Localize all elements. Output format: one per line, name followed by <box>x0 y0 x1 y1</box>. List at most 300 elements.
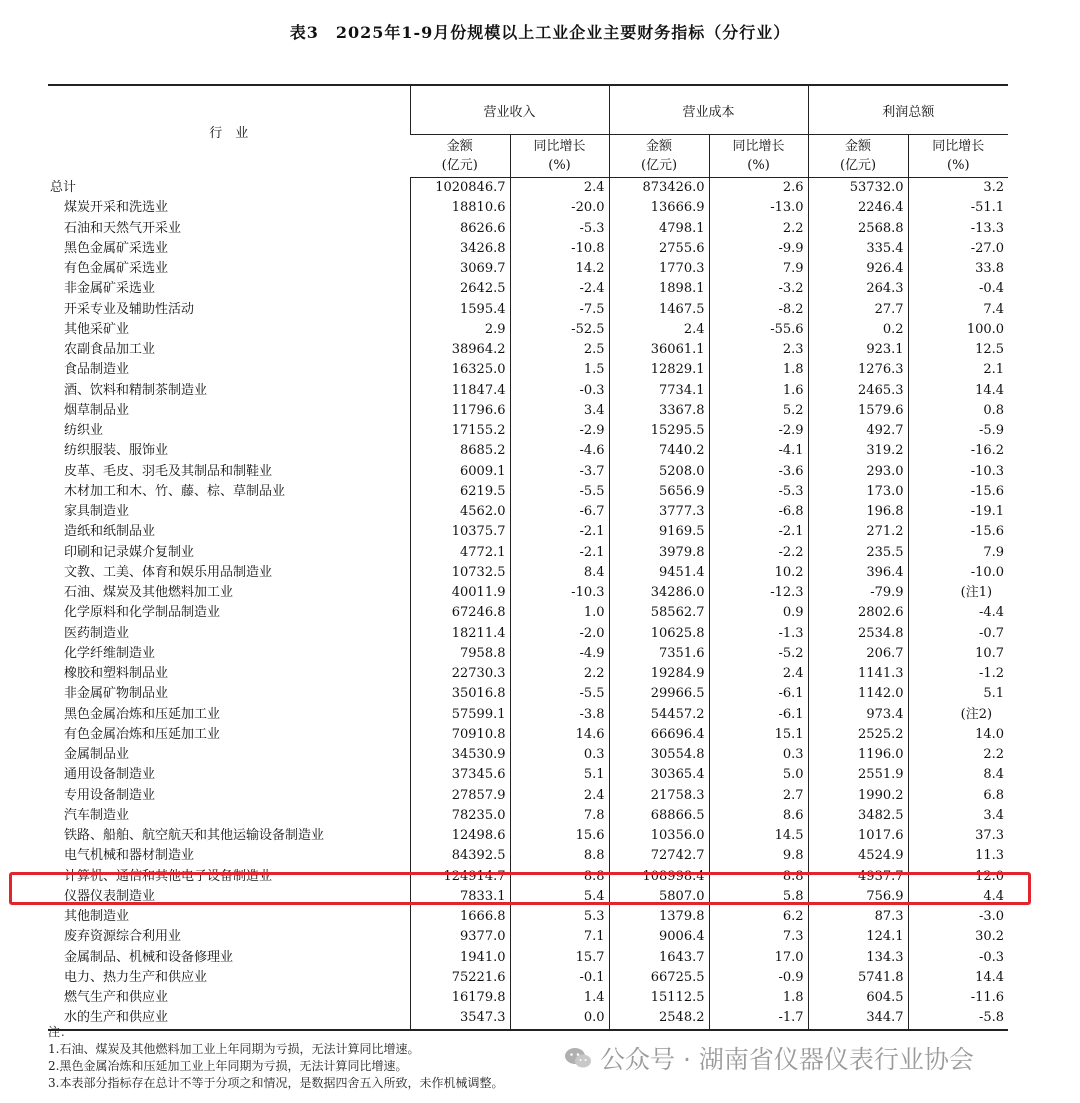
revenue-growth: 1.4 <box>510 988 609 1008</box>
industry-name: 酒、饮料和精制茶制造业 <box>64 382 208 398</box>
page-title: 表3 2025年1-9月份规模以上工业企业主要财务指标（分行业） <box>289 23 791 42</box>
cost-growth: -8.2 <box>709 300 808 320</box>
revenue-amount: 27857.9 <box>410 786 510 806</box>
cost-amount: 7440.2 <box>609 441 709 461</box>
cost-amount: 2548.2 <box>609 1008 709 1029</box>
header-profit: 利润总额 <box>808 85 1008 135</box>
profit-growth: 5.1 <box>908 684 1008 704</box>
industry-name: 烟草制品业 <box>64 402 130 418</box>
cost-amount: 1643.7 <box>609 948 709 968</box>
cost-amount: 1467.5 <box>609 300 709 320</box>
table-row <box>48 846 1008 866</box>
cost-growth: 17.0 <box>709 948 808 968</box>
revenue-growth: -3.7 <box>510 462 609 482</box>
revenue-growth: 5.1 <box>510 765 609 785</box>
cost-amount: 36061.1 <box>609 340 709 360</box>
profit-amount: 973.4 <box>808 705 908 725</box>
revenue-growth: 0.3 <box>510 745 609 765</box>
header-growth: 同比增长 (%) <box>510 135 609 178</box>
industry-name: 化学原料和化学制品制造业 <box>64 605 221 621</box>
profit-amount: 2802.6 <box>808 603 908 623</box>
cost-amount: 1770.3 <box>609 259 709 279</box>
profit-amount: 173.0 <box>808 482 908 502</box>
table-row <box>48 786 1008 806</box>
revenue-amount: 84392.5 <box>410 846 510 866</box>
table-row <box>48 340 1008 360</box>
table-row <box>48 948 1008 968</box>
cost-amount: 30365.4 <box>609 765 709 785</box>
table-row <box>48 826 1008 846</box>
cost-amount: 3979.8 <box>609 543 709 563</box>
industry-name: 其他采矿业 <box>64 321 130 337</box>
table-row <box>48 300 1008 320</box>
industry-name: 总计 <box>50 179 77 195</box>
industry-name: 石油、煤炭及其他燃料加工业 <box>64 585 234 601</box>
revenue-amount: 67246.8 <box>410 603 510 623</box>
table-row <box>48 421 1008 441</box>
industry-name: 其他制造业 <box>64 909 130 925</box>
cost-growth: 14.5 <box>709 826 808 846</box>
revenue-growth: -2.4 <box>510 279 609 299</box>
cost-amount: 2.4 <box>609 320 709 340</box>
profit-growth: -5.8 <box>908 1008 1008 1029</box>
cost-growth: 5.2 <box>709 401 808 421</box>
revenue-amount: 18810.6 <box>410 198 510 218</box>
profit-amount: 0.2 <box>808 320 908 340</box>
profit-growth: 2.1 <box>908 360 1008 380</box>
cost-growth: 15.1 <box>709 725 808 745</box>
profit-amount: 492.7 <box>808 421 908 441</box>
cost-amount: 13666.9 <box>609 198 709 218</box>
revenue-growth: -5.5 <box>510 482 609 502</box>
header-amount: 金额 (亿元) <box>808 135 908 178</box>
profit-amount: 2534.8 <box>808 624 908 644</box>
cost-amount: 10356.0 <box>609 826 709 846</box>
profit-amount: 27.7 <box>808 300 908 320</box>
profit-growth: 2.2 <box>908 745 1008 765</box>
footnotes <box>48 1024 503 1092</box>
cost-amount: 21758.3 <box>609 786 709 806</box>
profit-amount: 271.2 <box>808 522 908 542</box>
table-row <box>48 381 1008 401</box>
profit-amount: 2525.2 <box>808 725 908 745</box>
cost-growth: -6.1 <box>709 684 808 704</box>
header-amount: 金额 (亿元) <box>609 135 709 178</box>
table-row <box>48 543 1008 563</box>
revenue-amount: 11847.4 <box>410 381 510 401</box>
profit-growth: -11.6 <box>908 988 1008 1008</box>
profit-growth: (注2) <box>908 705 1008 725</box>
revenue-amount: 6009.1 <box>410 462 510 482</box>
revenue-amount: 75221.6 <box>410 968 510 988</box>
revenue-growth: -2.1 <box>510 522 609 542</box>
profit-amount: 2246.4 <box>808 198 908 218</box>
revenue-amount: 1020846.7 <box>410 178 510 199</box>
revenue-growth: 2.4 <box>510 786 609 806</box>
cost-growth: -9.9 <box>709 239 808 259</box>
header-amount: 金额 (亿元) <box>410 135 510 178</box>
revenue-amount: 3426.8 <box>410 239 510 259</box>
profit-amount: 344.7 <box>808 1008 908 1029</box>
cost-growth: 2.2 <box>709 219 808 239</box>
profit-growth: -15.6 <box>908 522 1008 542</box>
revenue-growth: -4.6 <box>510 441 609 461</box>
industry-name: 皮革、毛皮、羽毛及其制品和制鞋业 <box>64 463 273 479</box>
cost-amount: 15295.5 <box>609 421 709 441</box>
profit-growth: 14.4 <box>908 381 1008 401</box>
table-row <box>48 603 1008 623</box>
revenue-amount: 37345.6 <box>410 765 510 785</box>
industry-name: 黑色金属矿采选业 <box>64 240 169 256</box>
table-row <box>48 360 1008 380</box>
revenue-growth: -5.3 <box>510 219 609 239</box>
industry-name: 有色金属冶炼和压延加工业 <box>64 726 221 742</box>
industry-name: 农副食品加工业 <box>64 342 156 358</box>
revenue-growth: 2.4 <box>510 178 609 199</box>
revenue-amount: 2.9 <box>410 320 510 340</box>
cost-growth: 9.8 <box>709 846 808 866</box>
footnote-heading: 注： <box>48 1025 73 1039</box>
cost-amount: 12829.1 <box>609 360 709 380</box>
cost-amount: 7351.6 <box>609 644 709 664</box>
industry-name: 非金属矿采选业 <box>64 281 156 297</box>
cost-growth: 5.0 <box>709 765 808 785</box>
table-row <box>48 583 1008 603</box>
revenue-growth: -3.8 <box>510 705 609 725</box>
table-row <box>48 279 1008 299</box>
revenue-amount: 124914.7 <box>410 867 510 887</box>
profit-growth: -0.4 <box>908 279 1008 299</box>
profit-growth: -10.3 <box>908 462 1008 482</box>
table-row <box>48 320 1008 340</box>
profit-growth: 33.8 <box>908 259 1008 279</box>
industry-name: 石油和天然气开采业 <box>64 220 182 236</box>
revenue-amount: 10732.5 <box>410 563 510 583</box>
revenue-growth: -52.5 <box>510 320 609 340</box>
industry-name: 木材加工和木、竹、藤、棕、草制品业 <box>64 483 286 499</box>
profit-amount: 134.3 <box>808 948 908 968</box>
table-row <box>48 482 1008 502</box>
revenue-growth: -2.0 <box>510 624 609 644</box>
cost-growth: 6.2 <box>709 907 808 927</box>
table-row <box>48 401 1008 421</box>
profit-growth: 14.4 <box>908 968 1008 988</box>
profit-amount: 923.1 <box>808 340 908 360</box>
table-row <box>48 563 1008 583</box>
industry-name: 纺织服装、服饰业 <box>64 443 169 459</box>
revenue-growth: -0.3 <box>510 381 609 401</box>
cost-growth: 7.9 <box>709 259 808 279</box>
revenue-amount: 1595.4 <box>410 300 510 320</box>
profit-growth: 12.0 <box>908 867 1008 887</box>
table-row <box>48 725 1008 745</box>
cost-growth: -13.0 <box>709 198 808 218</box>
revenue-amount: 1941.0 <box>410 948 510 968</box>
revenue-growth: 15.7 <box>510 948 609 968</box>
revenue-growth: 2.5 <box>510 340 609 360</box>
table-row <box>48 441 1008 461</box>
header-industry: 行 业 <box>48 85 410 178</box>
revenue-growth: -7.5 <box>510 300 609 320</box>
profit-amount: 293.0 <box>808 462 908 482</box>
industry-name: 计算机、通信和其他电子设备制造业 <box>64 868 273 884</box>
header-growth: 同比增长 (%) <box>908 135 1008 178</box>
industry-name: 开采专业及辅助性活动 <box>64 301 195 317</box>
cost-amount: 15112.5 <box>609 988 709 1008</box>
table-row <box>48 259 1008 279</box>
cost-amount: 19284.9 <box>609 664 709 684</box>
profit-amount: 1141.3 <box>808 664 908 684</box>
cost-amount: 108998.4 <box>609 867 709 887</box>
profit-amount: 1017.6 <box>808 826 908 846</box>
industry-name: 造纸和纸制品业 <box>64 524 156 540</box>
profit-amount: 319.2 <box>808 441 908 461</box>
profit-growth: -0.7 <box>908 624 1008 644</box>
table-row <box>48 988 1008 1008</box>
revenue-growth: -10.3 <box>510 583 609 603</box>
revenue-growth: 8.4 <box>510 563 609 583</box>
industry-name: 有色金属矿采选业 <box>64 261 169 277</box>
profit-amount: 1142.0 <box>808 684 908 704</box>
profit-growth: 3.4 <box>908 806 1008 826</box>
profit-amount: 87.3 <box>808 907 908 927</box>
revenue-growth: 14.2 <box>510 259 609 279</box>
profit-growth: -10.0 <box>908 563 1008 583</box>
cost-amount: 30554.8 <box>609 745 709 765</box>
revenue-amount: 8685.2 <box>410 441 510 461</box>
revenue-growth: 7.8 <box>510 806 609 826</box>
profit-amount: 604.5 <box>808 988 908 1008</box>
cost-amount: 7734.1 <box>609 381 709 401</box>
profit-growth: -19.1 <box>908 502 1008 522</box>
profit-amount: 196.8 <box>808 502 908 522</box>
profit-growth: 8.4 <box>908 765 1008 785</box>
industry-name: 水的生产和供应业 <box>48 1008 410 1029</box>
revenue-growth: 5.4 <box>510 887 609 907</box>
cost-amount: 5807.0 <box>609 887 709 907</box>
cost-growth: 7.3 <box>709 927 808 947</box>
profit-growth: 11.3 <box>908 846 1008 866</box>
cost-growth: -6.8 <box>709 502 808 522</box>
cost-amount: 9006.4 <box>609 927 709 947</box>
profit-growth: -0.3 <box>908 948 1008 968</box>
footnote-1: 1.石油、煤炭及其他燃料加工业上年同期为亏损，无法计算同比增速。 <box>48 1042 420 1056</box>
cost-growth: -2.9 <box>709 421 808 441</box>
industry-name: 燃气生产和供应业 <box>64 990 169 1006</box>
cost-amount: 58562.7 <box>609 603 709 623</box>
profit-amount: 2465.3 <box>808 381 908 401</box>
cost-growth: 5.8 <box>709 887 808 907</box>
profit-amount: 5741.8 <box>808 968 908 988</box>
cost-growth: -2.1 <box>709 522 808 542</box>
cost-amount: 68866.5 <box>609 806 709 826</box>
profit-amount: -79.9 <box>808 583 908 603</box>
profit-growth: (注1) <box>908 583 1008 603</box>
revenue-amount: 4562.0 <box>410 502 510 522</box>
cost-growth: -2.2 <box>709 543 808 563</box>
revenue-amount: 40011.9 <box>410 583 510 603</box>
table-row <box>48 644 1008 664</box>
revenue-growth: -2.1 <box>510 543 609 563</box>
table-row <box>48 705 1008 725</box>
footnote-3: 3.本表部分指标存在总计不等于分项之和情况，是数据四舍五入所致，未作机械调整。 <box>48 1076 504 1090</box>
industry-name: 煤炭开采和洗选业 <box>64 200 169 216</box>
revenue-amount: 57599.1 <box>410 705 510 725</box>
industry-name: 非金属矿物制品业 <box>64 686 169 702</box>
revenue-amount: 78235.0 <box>410 806 510 826</box>
profit-amount: 264.3 <box>808 279 908 299</box>
revenue-growth: -4.9 <box>510 644 609 664</box>
header-cost: 营业成本 <box>609 85 808 135</box>
revenue-growth: 2.2 <box>510 664 609 684</box>
profit-amount: 335.4 <box>808 239 908 259</box>
profit-growth: 6.8 <box>908 786 1008 806</box>
profit-growth: 0.8 <box>908 401 1008 421</box>
revenue-amount: 7958.8 <box>410 644 510 664</box>
revenue-growth: 1.0 <box>510 603 609 623</box>
industry-name: 通用设备制造业 <box>64 767 156 783</box>
cost-growth: 1.8 <box>709 360 808 380</box>
industry-name: 医药制造业 <box>64 625 130 641</box>
cost-amount: 34286.0 <box>609 583 709 603</box>
industry-name: 电气机械和器材制造业 <box>64 848 195 864</box>
cost-amount: 2755.6 <box>609 239 709 259</box>
industry-name: 家具制造业 <box>64 504 130 520</box>
revenue-growth: -5.5 <box>510 684 609 704</box>
cost-amount: 29966.5 <box>609 684 709 704</box>
cost-amount: 1898.1 <box>609 279 709 299</box>
revenue-growth: 0.0 <box>510 1008 609 1029</box>
cost-growth: 8.8 <box>709 867 808 887</box>
revenue-amount: 3069.7 <box>410 259 510 279</box>
industry-name: 化学纤维制造业 <box>64 645 156 661</box>
revenue-growth: 7.1 <box>510 927 609 947</box>
table-row <box>48 684 1008 704</box>
industry-name: 金属制品业 <box>64 747 130 763</box>
revenue-amount: 18211.4 <box>410 624 510 644</box>
profit-growth: 100.0 <box>908 320 1008 340</box>
revenue-amount: 70910.8 <box>410 725 510 745</box>
table-row <box>48 522 1008 542</box>
cost-amount: 5656.9 <box>609 482 709 502</box>
profit-amount: 1990.2 <box>808 786 908 806</box>
revenue-amount: 17155.2 <box>410 421 510 441</box>
table-row <box>48 664 1008 684</box>
revenue-amount: 2642.5 <box>410 279 510 299</box>
profit-amount: 4524.9 <box>808 846 908 866</box>
cost-amount: 9451.4 <box>609 563 709 583</box>
industry-name: 专用设备制造业 <box>64 787 156 803</box>
profit-growth: 10.7 <box>908 644 1008 664</box>
cost-amount: 873426.0 <box>609 178 709 199</box>
industry-name: 橡胶和塑料制品业 <box>64 666 169 682</box>
cost-growth: -6.1 <box>709 705 808 725</box>
revenue-growth: 8.8 <box>510 867 609 887</box>
cost-growth: -3.2 <box>709 279 808 299</box>
industry-name: 铁路、船舶、航空航天和其他运输设备制造业 <box>64 828 325 844</box>
cost-amount: 1379.8 <box>609 907 709 927</box>
revenue-amount: 11796.6 <box>410 401 510 421</box>
cost-growth: -12.3 <box>709 583 808 603</box>
cost-growth: 0.9 <box>709 603 808 623</box>
revenue-amount: 3547.3 <box>410 1008 510 1029</box>
profit-amount: 124.1 <box>808 927 908 947</box>
revenue-growth: -20.0 <box>510 198 609 218</box>
footnote-2: 2.黑色金属冶炼和压延加工业上年同期为亏损，无法计算同比增速。 <box>48 1059 408 1073</box>
profit-amount: 2551.9 <box>808 765 908 785</box>
cost-amount: 10625.8 <box>609 624 709 644</box>
revenue-growth: 8.8 <box>510 846 609 866</box>
industry-name: 黑色金属冶炼和压延加工业 <box>64 706 221 722</box>
revenue-amount: 10375.7 <box>410 522 510 542</box>
header-growth: 同比增长 (%) <box>709 135 808 178</box>
cost-growth: 0.3 <box>709 745 808 765</box>
revenue-amount: 16325.0 <box>410 360 510 380</box>
revenue-amount: 9377.0 <box>410 927 510 947</box>
profit-amount: 3482.5 <box>808 806 908 826</box>
table-row <box>48 502 1008 522</box>
table-row <box>48 907 1008 927</box>
profit-amount: 926.4 <box>808 259 908 279</box>
table-row <box>48 806 1008 826</box>
revenue-amount: 38964.2 <box>410 340 510 360</box>
cost-growth: -55.6 <box>709 320 808 340</box>
revenue-amount: 16179.8 <box>410 988 510 1008</box>
profit-amount: 1196.0 <box>808 745 908 765</box>
table-row <box>48 219 1008 239</box>
cost-amount: 72742.7 <box>609 846 709 866</box>
revenue-amount: 7833.1 <box>410 887 510 907</box>
profit-growth: 14.0 <box>908 725 1008 745</box>
cost-growth: -3.6 <box>709 462 808 482</box>
profit-growth: -1.2 <box>908 664 1008 684</box>
cost-amount: 66725.5 <box>609 968 709 988</box>
profit-amount: 235.5 <box>808 543 908 563</box>
watermark <box>564 1040 974 1076</box>
cost-amount: 4798.1 <box>609 219 709 239</box>
revenue-growth: -10.8 <box>510 239 609 259</box>
revenue-amount: 8626.6 <box>410 219 510 239</box>
profit-amount: 756.9 <box>808 887 908 907</box>
profit-growth: -13.3 <box>908 219 1008 239</box>
cost-growth: 1.6 <box>709 381 808 401</box>
profit-amount: 4937.7 <box>808 867 908 887</box>
cost-amount: 54457.2 <box>609 705 709 725</box>
table-row <box>48 624 1008 644</box>
cost-growth: 2.7 <box>709 786 808 806</box>
industry-name: 电力、热力生产和供应业 <box>64 969 208 985</box>
profit-amount: 206.7 <box>808 644 908 664</box>
industry-name: 汽车制造业 <box>64 807 130 823</box>
profit-growth: 30.2 <box>908 927 1008 947</box>
header-revenue: 营业收入 <box>410 85 609 135</box>
profit-amount: 1579.6 <box>808 401 908 421</box>
cost-amount: 5208.0 <box>609 462 709 482</box>
cost-amount: 3367.8 <box>609 401 709 421</box>
cost-amount: 9169.5 <box>609 522 709 542</box>
profit-growth: -27.0 <box>908 239 1008 259</box>
revenue-amount: 4772.1 <box>410 543 510 563</box>
table-row <box>48 745 1008 765</box>
profit-growth: -5.9 <box>908 421 1008 441</box>
revenue-growth: -2.9 <box>510 421 609 441</box>
table-row <box>48 765 1008 785</box>
profit-growth: -3.0 <box>908 907 1008 927</box>
cost-growth: -1.7 <box>709 1008 808 1029</box>
revenue-growth: 5.3 <box>510 907 609 927</box>
profit-growth: -15.6 <box>908 482 1008 502</box>
profit-growth: -16.2 <box>908 441 1008 461</box>
